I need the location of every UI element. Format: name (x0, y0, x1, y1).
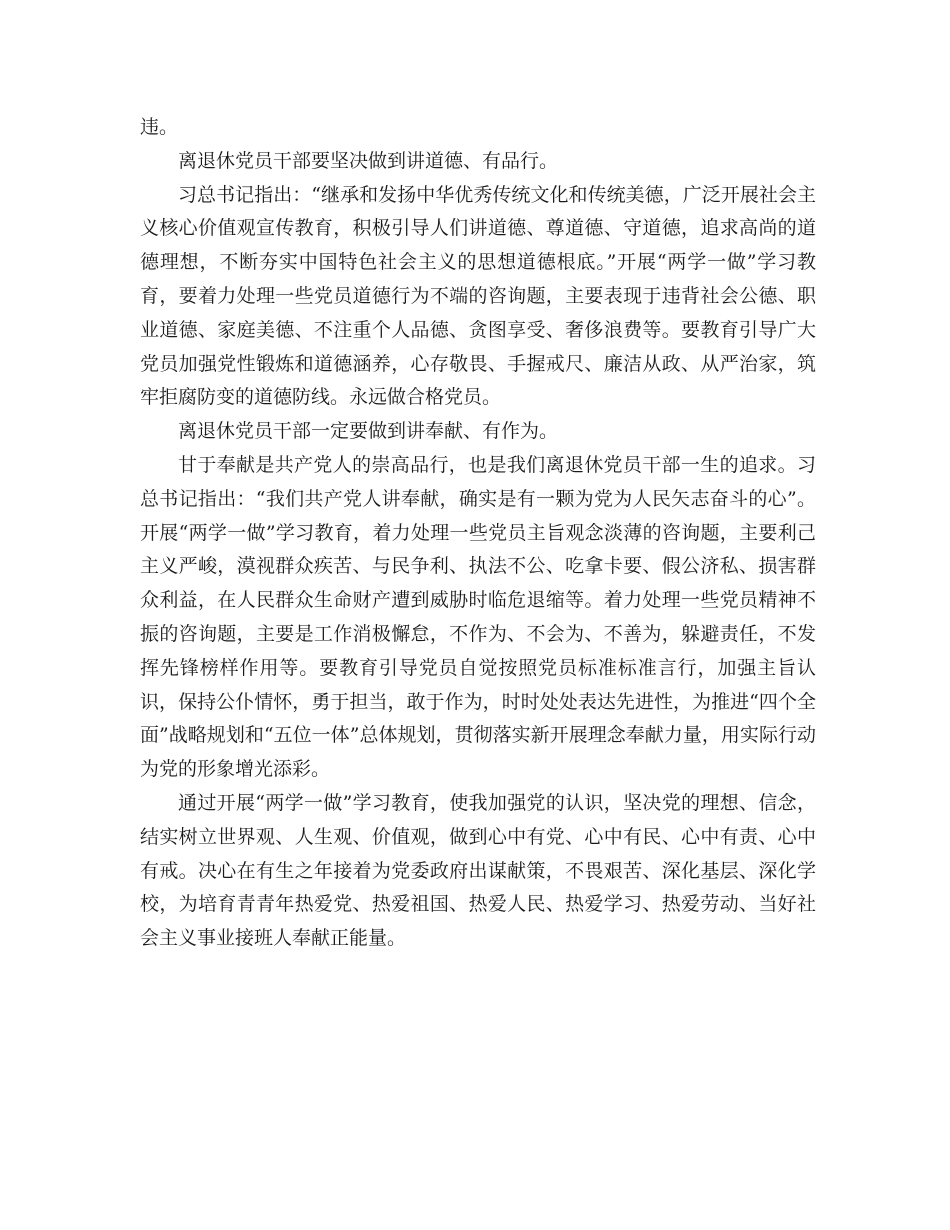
paragraph-conclusion: 通过开展“两学一做”学习教育，使我加强党的认识，坚决党的理想、信念，结实树立世界观、人生观、价值观，做到心中有党、心中有民、心中有责、心中有戒。决心在有生之年接着为党委政府出谋献策，不畏艰苦、深化基层、深化学校，为培育青青年热爱党、热爱祖国、热爱人民、热爱学习、热爱劳动、当好社会主义事业接班人奉献正能量。 (140, 791, 816, 950)
paragraph-heading-morality: 离退休党员干部要坚决做到讲道德、有品行。 (178, 149, 559, 172)
paragraph-continuation: 违。 (140, 116, 179, 138)
document-page (140, 111, 816, 956)
paragraph-dedication-body: 甘于奉献是共产党人的崇高品行，也是我们离退休党员干部一生的追求。习总书记指出：“我们共产党人讲奉献，确实是有一颗为党为人民矢志奋斗的心”。开展“两学一做”学习教育，着力处理一些党员主旨观念淡薄的咨询题，主要利己主义严峻，漠视群众疾苦、与民争利、执法不公、吃拿卡要、假公济私、损害群众利益，在人民群众生命财产遭到威胁时临危退缩等。着力处理一些党员精神不振的咨询题，主要是工作消极懈怠，不作为、不会为、不善为，躲避责任，不发挥先锋榜样作用等。要教育引导党员自觉按照党员标准标准言行，加强主旨认识，保持公仆情怀，勇于担当，敢于作为，时时处处表达先进性，为推进“四个全面”战略规划和“五位一体”总体规划，贯彻落实新开展理念奉献力量，用实际行动为党的形象增光添彩。 (140, 453, 816, 781)
paragraph-morality-body: 习总书记指出：“继承和发扬中华优秀传统文化和传统美德，广泛开展社会主义核心价值观宣传教育，积极引导人们讲道德、尊道德、守道德，追求高尚的道德理想，不断夯实中国特色社会主义的思想道德根底。”开展“两学一做”学习教育，要着力处理一些党员道德行为不端的咨询题，主要表现于违背社会公德、职业道德、家庭美德、不注重个人品德、贪图享受、奢侈浪费等。要教育引导广大党员加强党性锻炼和道德涵养，心存敬畏、手握戒尺、廉洁从政、从严治家，筑牢拒腐防变的道德防线。永远做合格党员。 (140, 183, 816, 409)
paragraph-heading-dedication: 离退休党员干部一定要做到讲奉献、有作为。 (178, 420, 559, 443)
